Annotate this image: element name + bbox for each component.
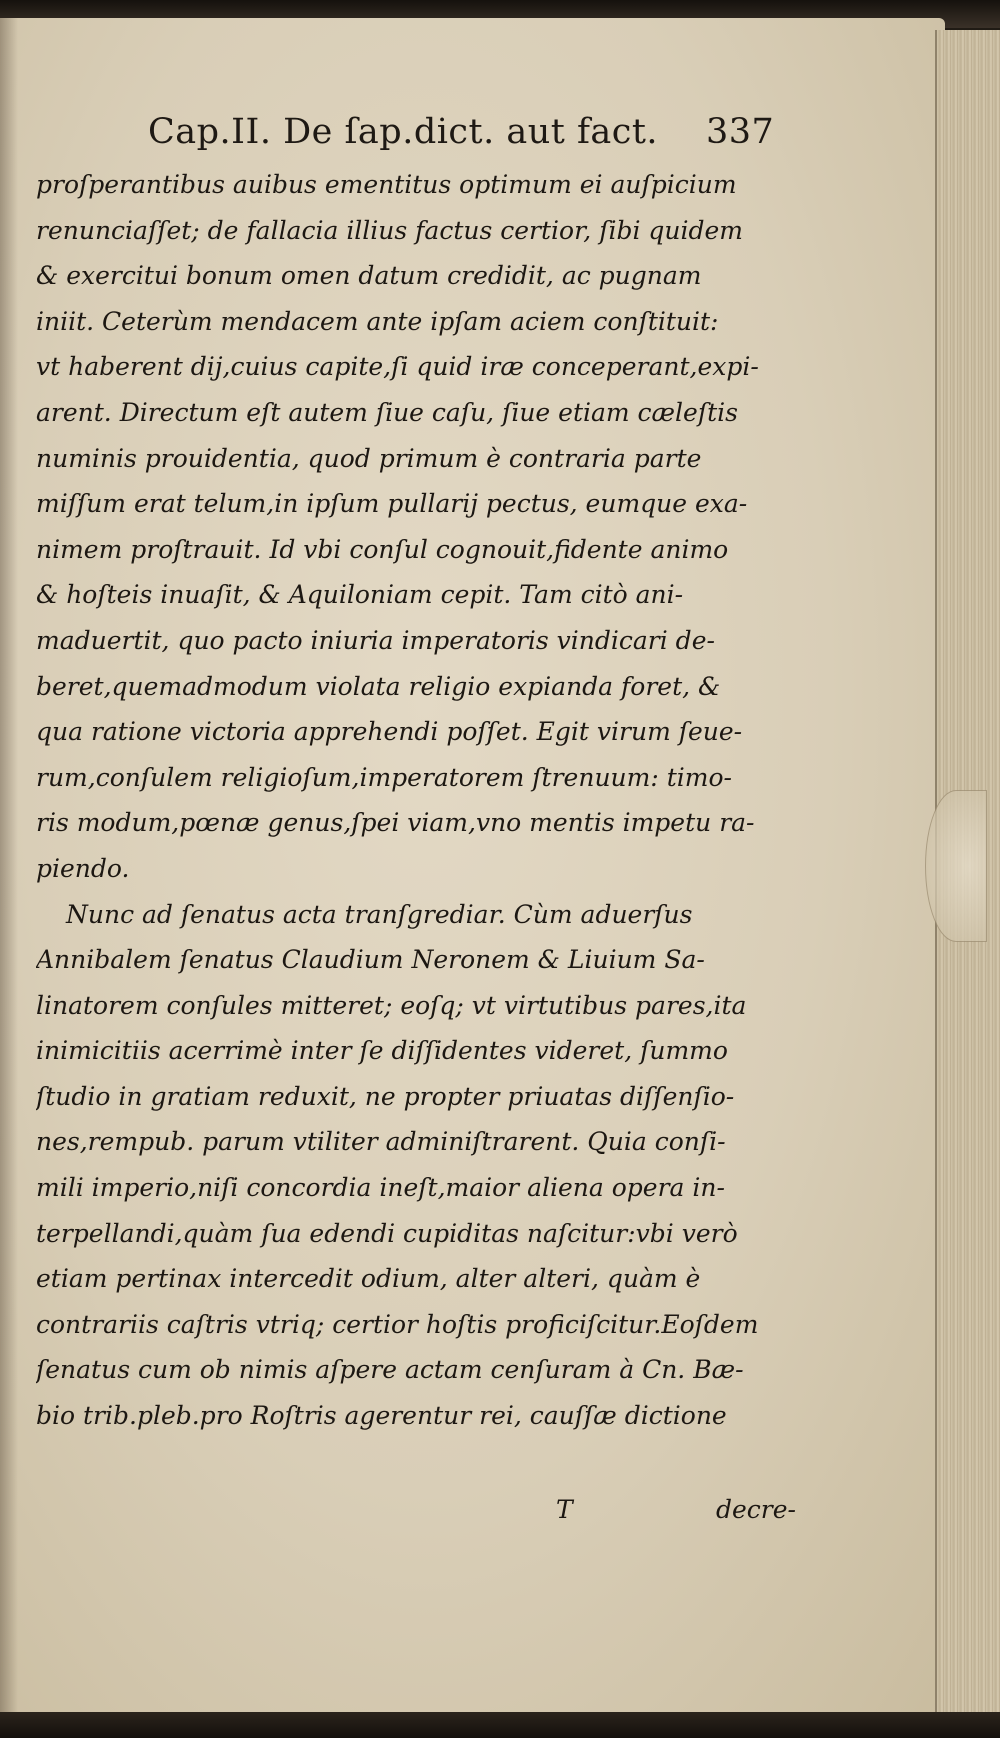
text-line: numinis prouidentia, quod primum è contraria parte	[36, 443, 702, 473]
text-line: & hoſteis inuaſit, & Aquiloniam cepit. Tam citò ani-	[36, 580, 684, 610]
running-head	[148, 112, 788, 162]
page-number: 337	[706, 112, 775, 152]
text-line: mili imperio,niſi concordia ineſt,maior aliena opera in-	[36, 1173, 725, 1203]
text-line: ſtudio in gratiam reduxit, ne propter priuatas diſſenſio-	[36, 1081, 735, 1111]
text-line: miſſum erat telum,in ipſum pullarij pectus, eumque exa-	[36, 489, 748, 519]
text-line: inimicitiis acerrimè inter ſe diſſidentes videret, ſummo	[36, 1036, 728, 1066]
text-line: arent. Directum eſt autem ſiue caſu, ſiue etiam cæleſtis	[36, 397, 738, 427]
catchword: decre-	[716, 1495, 796, 1524]
paragraph-start-line: Nunc ad ſenatus acta tranſgrediar. Cùm aduerſus	[66, 899, 693, 929]
text-line: vt haberent dij,cuius capite,ſi quid iræ conceperant,expi-	[36, 352, 759, 382]
text-line: maduertit, quo pacto iniuria imperatoris vindicari de-	[36, 625, 715, 655]
text-line: renunciaſſet; de fallacia illius factus certior, ſibi quidem	[36, 215, 743, 245]
signature-line	[36, 1495, 816, 1540]
text-line: Annibalem ſenatus Claudium Neronem & Liuium Sa-	[36, 945, 705, 975]
text-line: nes,rempub. parum vtiliter adminiſtrarent. Quia conſi-	[36, 1127, 726, 1157]
text-line: etiam pertinax intercedit odium, alter alteri, quàm è	[36, 1264, 701, 1294]
text-line: iniit. Ceterùm mendacem ante ipſam aciem conſtituit:	[36, 306, 719, 336]
gutter-shadow	[0, 18, 18, 1718]
text-line: proſperantibus auibus ementitus optimum ei auſpicium	[36, 170, 737, 199]
signature-mark: T	[556, 1495, 573, 1524]
chapter-heading: Cap.II. De ſap.dict. aut fact.	[148, 112, 659, 152]
body-text	[36, 162, 816, 1439]
page-tab-mark	[925, 790, 987, 942]
text-line: contrariis caſtris vtriq; certior hoſtis proficiſcitur.Eoſdem	[36, 1309, 759, 1339]
text-line: rum,conſulem religioſum,imperatorem ſtrenuum: timo-	[36, 762, 732, 792]
text-line: beret,quemadmodum violata religio expianda foret, &	[36, 671, 721, 701]
text-line: ris modum,pœnæ genus,ſpei viam,vno mentis impetu ra-	[36, 808, 755, 838]
text-line: linatorem conſules mitteret; eoſq; vt virtutibus pares,ita	[36, 990, 747, 1020]
text-line: ſenatus cum ob nimis aſpere actam cenſuram à Cn. Bæ-	[36, 1355, 744, 1385]
text-line: terpellandi,quàm ſua edendi cupiditas naſcitur:vbi verò	[36, 1218, 738, 1248]
text-line: & exercitui bonum omen datum credidit, ac pugnam	[36, 261, 702, 291]
text-line: piendo.	[36, 853, 130, 883]
text-line: bio trib.pleb.pro Roſtris agerentur rei, cauſſæ dictione	[36, 1401, 727, 1431]
text-line: qua ratione victoria apprehendi poſſet. Egit virum ſeue-	[36, 717, 743, 747]
bottom-binding-edge	[0, 1712, 1000, 1738]
text-line: nimem proſtrauit. Id vbi conſul cognouit,fidente animo	[36, 534, 729, 564]
